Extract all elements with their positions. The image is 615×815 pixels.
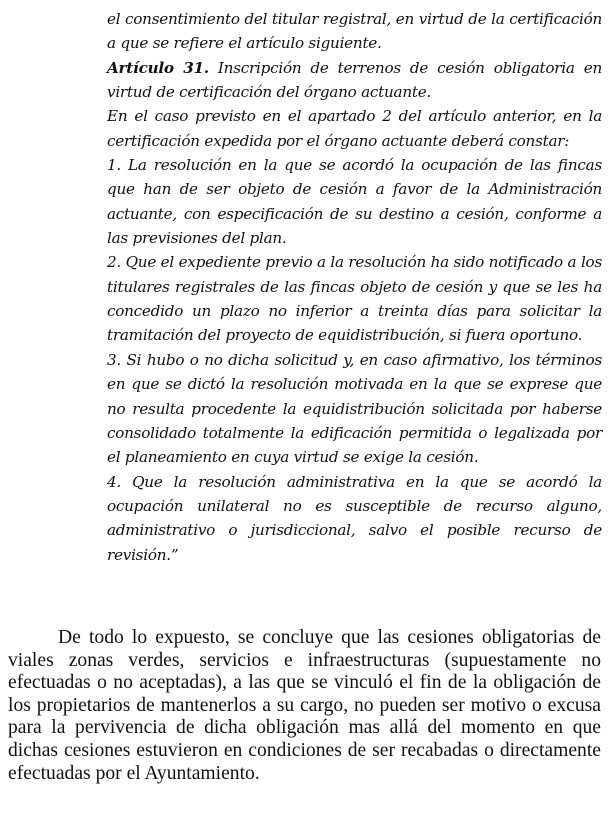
article-title: Inscripción de terrenos de cesión obligatoria en virtud de certificación del órgano actuante. [107, 58, 602, 102]
article-31 [107, 56, 602, 105]
article-intro: En el caso previsto en el apartado 2 del artículo anterior, en la certificación expedida por el órgano actuante deberá constar: [107, 107, 602, 150]
quoted-legal-text [107, 7, 602, 567]
body-text [8, 627, 601, 785]
quote-intro: el consentimiento del titular registral, en virtud de la certificación a que se refiere el artículo siguiente. [107, 10, 602, 53]
list-item: 4. Que la resolución administrativa en la que se acordó la ocupación unilateral no es susceptible de recurso alguno, administrativo o jurisdiccional, salvo el posible recurso de revisión.” [107, 472, 602, 564]
article-heading: Artículo 31. [107, 58, 209, 77]
conclusion-paragraph: De todo lo expuesto, se concluye que las cesiones obligatorias de viales zonas verdes, servicios e infraestructuras (supuestamente no efectuadas o no aceptadas), a las que se vinculó el fin de la obligación de los propietarios de mantenerlos a su cargo, no pueden ser motivo o excusa para la pervivencia de dicha obligación mas allá del momento en que dichas cesiones estuvieron en condiciones de ser recabadas o directamente efectuadas por el Ayuntamiento. [8, 627, 601, 784]
list-item: 1. La resolución en la que se acordó la ocupación de las fincas que han de ser objeto de cesión a favor de la Administración actuante, con especificación de su destino a cesión, conforme a las previsiones del plan. [107, 156, 602, 248]
list-item: 2. Que el expediente previo a la resolución ha sido notificado a los titulares registrales de las fincas objeto de cesión y que se les ha concedido un plazo no inferior a treinta días para solicitar la tramitación del proyecto de equidistribución, si fuera oportuno. [107, 253, 602, 345]
list-item: 3. Si hubo o no dicha solicitud y, en caso afirmativo, los términos en que se dictó la resolución motivada en la que se exprese que no resulta procedente la equidistribución solicitada por haberse consolidado totalmente la edificación permitida o legalizada por el planeamiento en cuya virtud se exige la cesión. [107, 350, 602, 467]
